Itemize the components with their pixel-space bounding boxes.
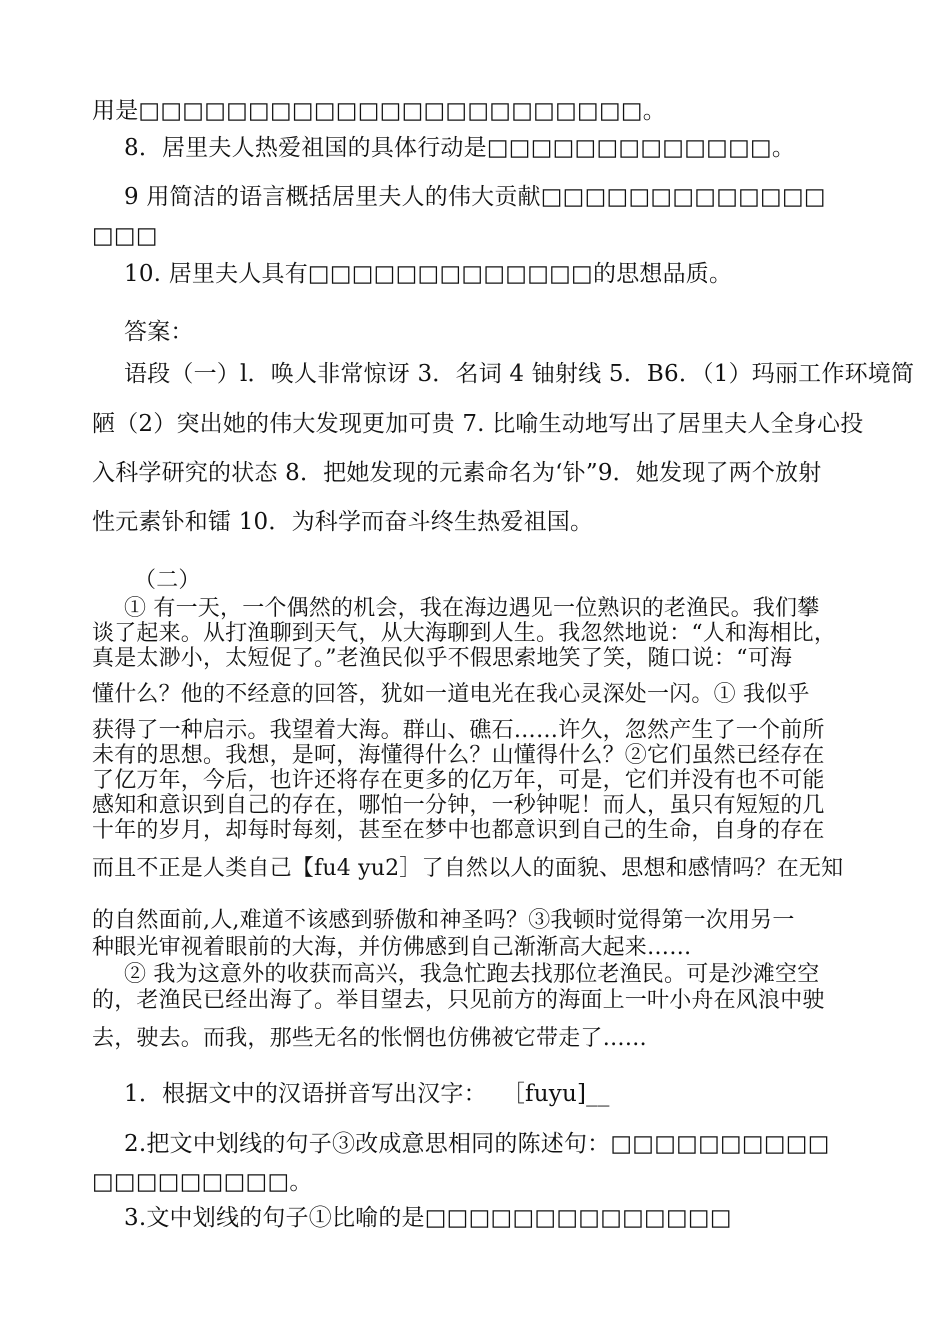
question-8: 8．居里夫人热爱祖国的具体行动是□□□□□□□□□□□□□。 <box>124 135 796 161</box>
passage-line: 感知和意识到自己的存在，哪怕一分钟，一秒钟呢！而人，虽只有短短的几 <box>92 793 825 818</box>
passage-line: 获得了一种启示。我望着大海。群山、礁石……许久，忽然产生了一个前所 <box>92 718 825 743</box>
passage-line: 而且不正是人类自己【fu4 yu2］了自然以人的面貌、思想和感情吗？在无知 <box>92 856 844 881</box>
passage-line: 谈了起来。从打渔聊到天气，从大海聊到人生。我忽然地说：“人和海相比， <box>92 621 837 646</box>
passage-line: 了亿万年，今后，也许还将存在更多的亿万年，可是，它们并没有也不可能 <box>92 768 825 793</box>
passage-line: 懂什么？他的不经意的回答，犹如一道电光在我心灵深处一闪。① 我似乎 <box>92 682 810 707</box>
question-9-continuation: □□□ <box>92 223 158 249</box>
passage-line: ② 我为这意外的收获而高兴，我急忙跑去找那位老渔民。可是沙滩空空 <box>124 962 820 987</box>
passage-line: 真是太渺小，太短促了。”老渔民似乎不假思索地笑了笑，随口说：“可海 <box>92 646 793 671</box>
passage-line: 的，老渔民已经出海了。举目望去，只见前方的海面上一叶小舟在风浪中驶 <box>92 988 825 1013</box>
question-1: 1．根据文中的汉语拼音写出汉字： ［fuyu]__ <box>124 1081 610 1107</box>
passage-line: 种眼光审视着眼前的大海，并仿佛感到自己渐渐高大起来…… <box>92 935 692 960</box>
passage-line: 十年的岁月，却每时每刻，甚至在梦中也都意识到自己的生命，自身的存在 <box>92 818 825 843</box>
passage-line: ① 有一天，一个偶然的机会，我在海边遇见一位熟识的老渔民。我们攀 <box>124 596 820 621</box>
answer-line: 入科学研究的状态 8．把她发现的元素命名为‘钋”9．她发现了两个放射 <box>92 460 822 486</box>
answer-line: 陋（2）突出她的伟大发现更加可贵 7. 比喻生动地写出了居里夫人全身心投 <box>92 411 864 437</box>
answer-line: 性元素钋和镭 10．为科学而奋斗终生热爱祖国。 <box>92 509 594 535</box>
question-2-continuation: □□□□□□□□□。 <box>92 1169 313 1195</box>
passage-line: 去，驶去。而我，那些无名的怅惘也仿佛被它带走了…… <box>92 1026 648 1051</box>
answer-line: 语段（一）l．唤人非常惊讶 3．名词 4 铀射线 5．B6．（1）玛丽工作环境简 <box>124 361 915 387</box>
passage-line: 未有的思想。我想，是呵，海懂得什么？山懂得什么？②它们虽然已经存在 <box>92 743 825 768</box>
question-3: 3.文中划线的句子①比喻的是□□□□□□□□□□□□□□ <box>124 1205 732 1231</box>
answer-heading: 答案： <box>124 319 194 345</box>
passage-line: 的自然面前,人,难道不该感到骄傲和神圣吗？③我顿时觉得第一次用另一 <box>92 908 795 933</box>
question-10: 10. 居里夫人具有□□□□□□□□□□□□□的思想品质。 <box>124 261 733 287</box>
section-heading: （二） <box>134 568 201 593</box>
question-2: 2.把文中划线的句子③改成意思相同的陈述句：□□□□□□□□□□ <box>124 1131 830 1157</box>
question-9: 9 用简洁的语言概括居里夫人的伟大贡献□□□□□□□□□□□□□ <box>124 184 826 210</box>
question-7-continuation: 用是□□□□□□□□□□□□□□□□□□□□□□□。 <box>92 98 667 124</box>
